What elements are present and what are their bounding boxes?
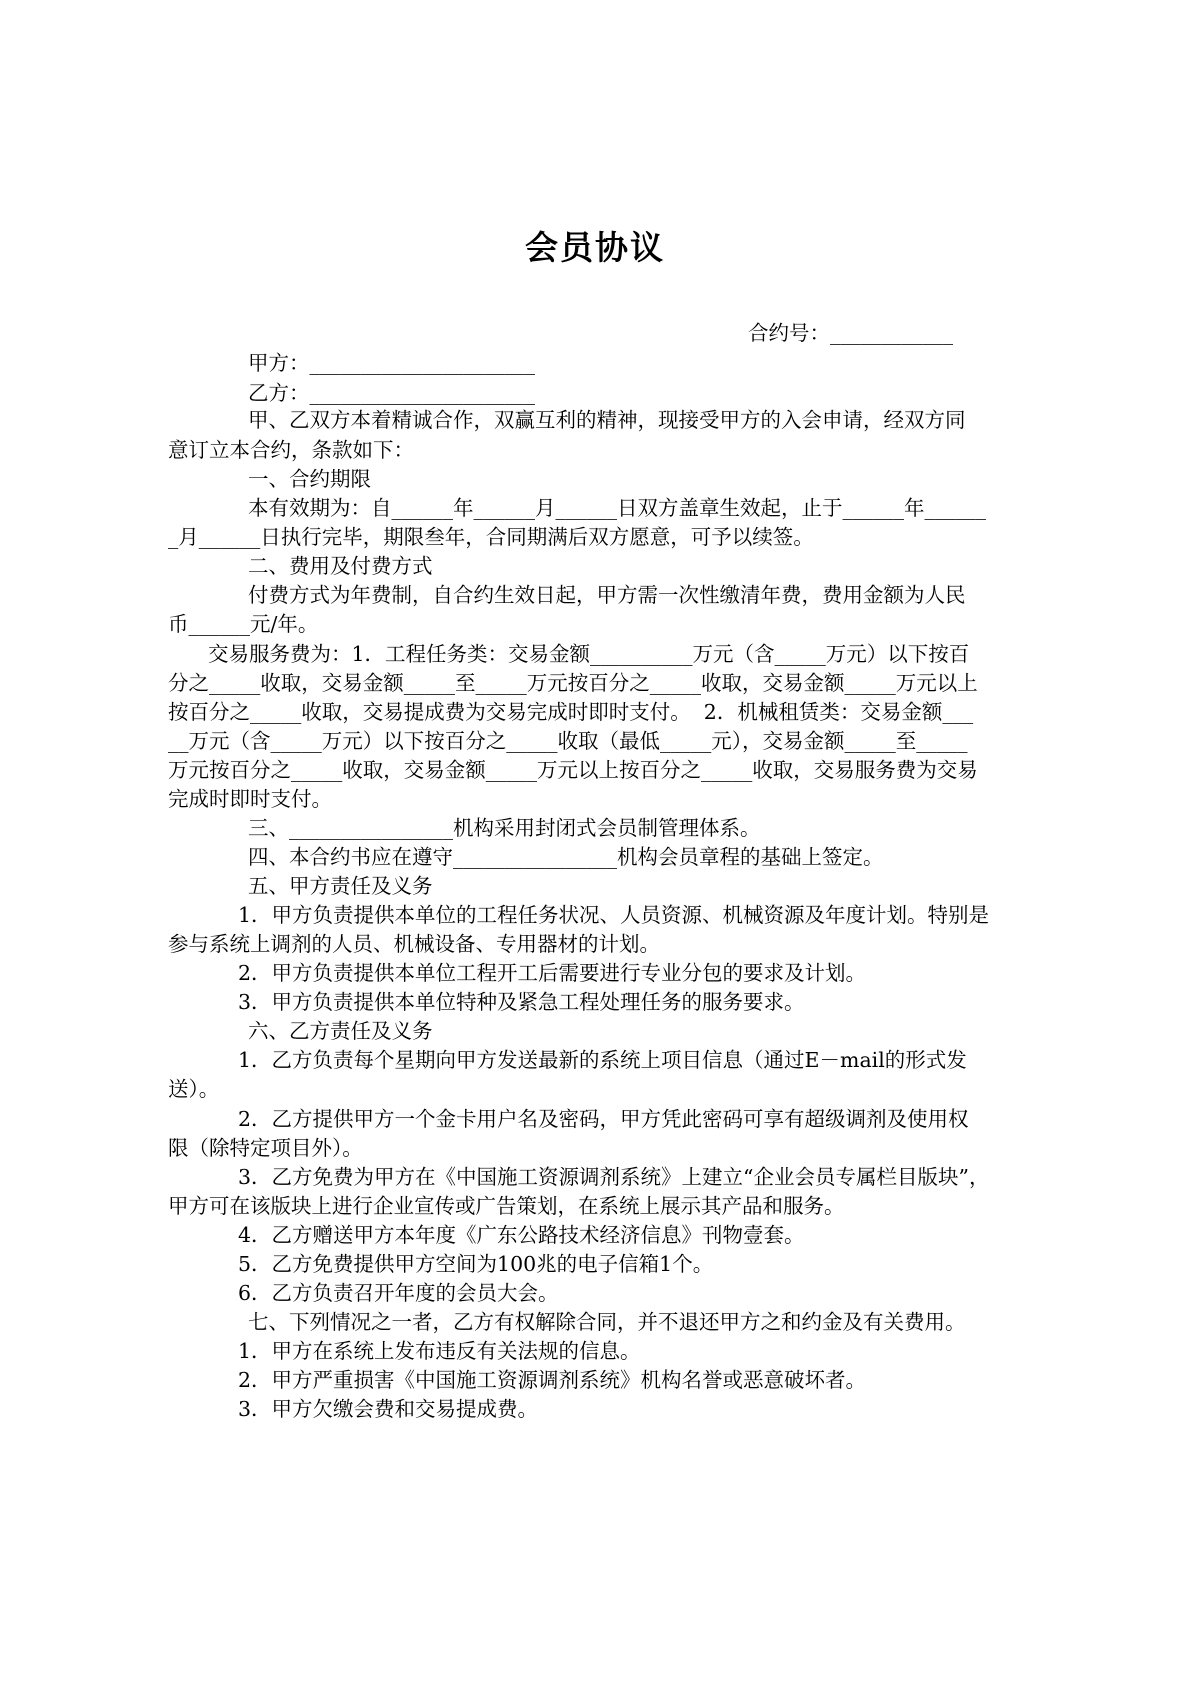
section-2-line-1: 付费方式为年费制，自合约生效日起，甲方需一次性缴清年费，费用金额为人民 [248,583,966,607]
section-5-item-1-line-1: 1．甲方负责提供本单位的工程任务状况、人员资源、机械资源及年度计划。特别是 [238,903,990,927]
section-6-item-5: 5．乙方免费提供甲方空间为100兆的电子信箱1个。 [238,1252,714,1276]
service-fee-line-6: 完成时即时支付。 [168,787,332,811]
party-b-line: 乙方：______________________ [248,381,535,405]
intro-line-1: 甲、乙双方本着精诚合作，双赢互利的精神，现接受甲方的入会申请，经双方同 [248,408,966,432]
section-3-line: 三、________________机构采用封闭式会员制管理体系。 [248,816,761,840]
service-fee-line-2: 分之_____收取，交易金额_____至_____万元按百分之_____收取，交易金额_____万元以上 [168,671,978,695]
section-6-item-1-line-2: 送）。 [168,1077,220,1101]
party-a-line: 甲方：______________________ [248,351,535,375]
intro-line-2: 意订立本合约，条款如下： [168,438,414,462]
section-7-item-3: 3．甲方欠缴会费和交易提成费。 [238,1397,539,1421]
document-title: 会员协议 [525,228,665,267]
section-5-item-3: 3．甲方负责提供本单位特种及紧急工程处理任务的服务要求。 [238,990,805,1014]
service-fee-line-3: 按百分之_____收取，交易提成费为交易完成时即时支付。 2．机械租赁类：交易金额___ [168,700,974,724]
section-6-item-2-line-1: 2．乙方提供甲方一个金卡用户名及密码，甲方凭此密码可享有超级调剂及使用权 [238,1107,969,1131]
section-2-heading: 二、费用及付费方式 [248,554,433,578]
section-5-item-1-line-2: 参与系统上调剂的人员、机械设备、专用器材的计划。 [168,932,660,956]
section-2-line-2: 币______元/年。 [168,612,319,636]
section-6-item-2-line-2: 限（除特定项目外）。 [168,1136,363,1160]
section-5-item-2: 2．甲方负责提供本单位工程开工后需要进行专业分包的要求及计划。 [238,961,867,985]
section-4-line: 四、本合约书应在遵守________________机构会员章程的基础上签定。 [248,845,884,869]
section-6-item-1-line-1: 1．乙方负责每个星期向甲方发送最新的系统上项目信息（通过E－mail的形式发 [238,1048,967,1072]
section-6-heading: 六、乙方责任及义务 [248,1019,433,1043]
service-fee-line-1: 交易服务费为：1．工程任务类：交易金额__________万元（含_____万元）以下按百 [208,642,970,666]
section-1-line-1: 本有效期为：自______年______月______日双方盖章生效起，止于______年______ [248,496,986,520]
section-6-item-4: 4．乙方赠送甲方本年度《广东公路技术经济信息》刊物壹套。 [238,1223,805,1247]
section-6-item-3-line-1: 3．乙方免费为甲方在《中国施工资源调剂系统》上建立“企业会员专属栏目版块”， [238,1165,990,1189]
section-7-item-1: 1．甲方在系统上发布违反有关法规的信息。 [238,1339,641,1363]
section-7-heading: 七、下列情况之一者，乙方有权解除合同，并不退还甲方之和约金及有关费用。 [248,1310,966,1334]
service-fee-line-5: 万元按百分之_____收取，交易金额_____万元以上按百分之_____收取，交易服务费为交易 [168,758,978,782]
section-1-line-2: _月______日执行完毕，期限叁年，合同期满后双方愿意，可予以续签。 [168,525,814,549]
service-fee-line-4: __万元（含_____万元）以下按百分之_____收取（最低_____元），交易金额_____至_____ [168,729,968,753]
section-5-heading: 五、甲方责任及义务 [248,874,433,898]
section-7-item-2: 2．甲方严重损害《中国施工资源调剂系统》机构名誉或恶意破坏者。 [238,1368,867,1392]
section-6-item-3-line-2: 甲方可在该版块上进行企业宣传或广告策划，在系统上展示其产品和服务。 [168,1194,845,1218]
section-1-heading: 一、合约期限 [248,467,371,491]
section-6-item-6: 6．乙方负责召开年度的会员大会。 [238,1281,559,1305]
contract-number-line: 合约号：____________ [748,321,953,345]
